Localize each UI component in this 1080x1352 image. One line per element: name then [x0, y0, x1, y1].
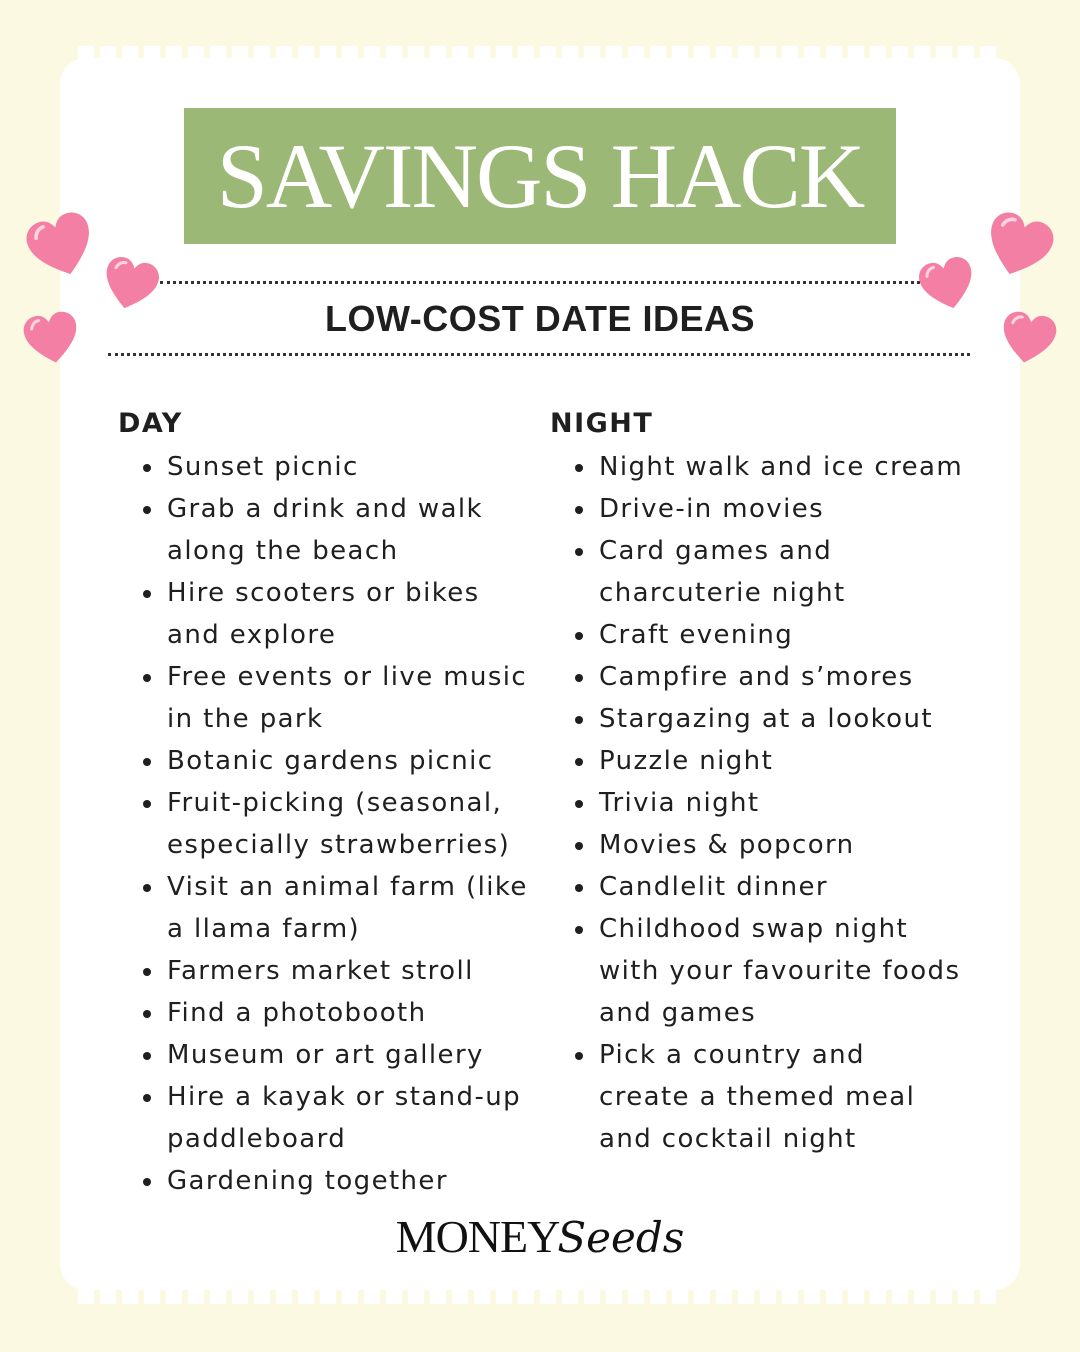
night-idea-line: and cocktail night — [599, 1124, 857, 1154]
bullet-icon — [575, 926, 583, 934]
card-scalloped-edge-bottom — [78, 1290, 1002, 1304]
night-idea-line: Craft evening — [599, 620, 794, 650]
bullet-icon — [575, 758, 583, 766]
night-idea-item — [550, 908, 980, 1034]
day-idea-line: Hire a kayak or stand-up — [167, 1082, 522, 1112]
day-idea-item — [118, 488, 538, 572]
bullet-icon — [143, 506, 151, 514]
day-idea-line: especially strawberries) — [167, 830, 511, 860]
night-ideas-list — [550, 446, 980, 1160]
night-idea-item — [550, 488, 980, 530]
night-idea-item — [550, 614, 980, 656]
night-idea-item — [550, 1034, 980, 1160]
night-idea-item — [550, 782, 980, 824]
day-ideas-list — [118, 446, 538, 1202]
bullet-icon — [143, 464, 151, 472]
day-idea-line: in the park — [167, 704, 324, 734]
day-idea-line: Sunset picnic — [167, 452, 359, 482]
night-idea-item — [550, 530, 980, 614]
day-idea-line: Botanic gardens picnic — [167, 746, 494, 776]
night-idea-line: Pick a country and — [599, 1040, 865, 1070]
night-idea-line: Trivia night — [599, 788, 760, 818]
bullet-icon — [575, 884, 583, 892]
night-idea-item — [550, 698, 980, 740]
night-idea-line: charcuterie night — [599, 578, 846, 608]
bullet-icon — [143, 590, 151, 598]
heart-icon — [22, 310, 82, 370]
night-idea-line: Night walk and ice cream — [599, 452, 964, 482]
night-idea-line: and games — [599, 998, 757, 1028]
heart-icon — [26, 212, 98, 284]
bullet-icon — [143, 968, 151, 976]
day-idea-line: Hire scooters or bikes — [167, 578, 480, 608]
night-idea-item — [550, 656, 980, 698]
night-idea-item — [550, 824, 980, 866]
bullet-icon — [143, 884, 151, 892]
day-idea-line: paddleboard — [167, 1124, 347, 1154]
page-title: SAVINGS HACK — [216, 125, 864, 227]
day-idea-item — [118, 740, 538, 782]
day-idea-item — [118, 656, 538, 740]
bullet-icon — [143, 758, 151, 766]
bullet-icon — [575, 716, 583, 724]
bullet-icon — [575, 506, 583, 514]
night-idea-line: create a themed meal — [599, 1082, 916, 1112]
night-idea-line: Stargazing at a lookout — [599, 704, 933, 734]
bullet-icon — [143, 1178, 151, 1186]
bullet-icon — [143, 674, 151, 682]
day-idea-line: along the beach — [167, 536, 399, 566]
night-idea-line: Card games and — [599, 536, 833, 566]
divider-bottom — [108, 353, 970, 356]
night-column — [550, 404, 980, 1160]
day-idea-item — [118, 866, 538, 950]
bullet-icon — [143, 1010, 151, 1018]
bullet-icon — [575, 842, 583, 850]
night-idea-line: with your favourite foods — [599, 956, 961, 986]
logo-word-seeds: Seeds — [557, 1213, 685, 1262]
day-idea-line: Museum or art gallery — [167, 1040, 484, 1070]
day-column — [118, 404, 538, 1202]
day-idea-line: and explore — [167, 620, 337, 650]
night-heading: NIGHT — [550, 408, 654, 439]
bullet-icon — [575, 674, 583, 682]
day-idea-item — [118, 782, 538, 866]
bullet-icon — [575, 1052, 583, 1060]
day-idea-item — [118, 446, 538, 488]
bullet-icon — [575, 800, 583, 808]
day-idea-line: Visit an animal farm (like — [167, 872, 528, 902]
title-banner — [184, 108, 896, 244]
day-idea-line: Grab a drink and walk — [167, 494, 484, 524]
day-idea-line: Find a photobooth — [167, 998, 427, 1028]
night-idea-line: Campfire and s’mores — [599, 662, 914, 692]
page-subtitle: LOW-COST DATE IDEAS — [324, 298, 756, 339]
night-idea-line: Movies & popcorn — [599, 830, 855, 860]
day-idea-line: Farmers market stroll — [167, 956, 474, 986]
divider-top — [160, 281, 920, 284]
logo-word-money: MONEY — [395, 1211, 560, 1262]
day-idea-line: Free events or live music — [167, 662, 528, 692]
bullet-icon — [575, 632, 583, 640]
bullet-icon — [575, 464, 583, 472]
night-idea-line: Childhood swap night — [599, 914, 909, 944]
day-idea-line: a llama farm) — [167, 914, 361, 944]
day-idea-line: Gardening together — [167, 1166, 448, 1196]
heart-icon — [100, 256, 160, 316]
night-idea-line: Drive-in movies — [599, 494, 825, 524]
day-heading: DAY — [118, 408, 183, 439]
bullet-icon — [143, 1094, 151, 1102]
heart-icon — [918, 256, 978, 316]
day-idea-item — [118, 992, 538, 1034]
day-idea-item — [118, 950, 538, 992]
night-idea-item — [550, 866, 980, 908]
bullet-icon — [143, 1052, 151, 1060]
night-idea-line: Candlelit dinner — [599, 872, 828, 902]
night-idea-line: Puzzle night — [599, 746, 774, 776]
heart-icon — [998, 310, 1058, 370]
day-idea-item — [118, 1034, 538, 1076]
bullet-icon — [143, 800, 151, 808]
heart-icon — [982, 212, 1054, 284]
day-idea-item — [118, 1160, 538, 1202]
day-idea-item — [118, 1076, 538, 1160]
day-idea-item — [118, 572, 538, 656]
money-seeds-logo — [0, 1210, 1080, 1263]
night-idea-item — [550, 446, 980, 488]
night-idea-item — [550, 740, 980, 782]
card-scalloped-edge-top — [78, 46, 1002, 60]
bullet-icon — [575, 548, 583, 556]
day-idea-line: Fruit-picking (seasonal, — [167, 788, 503, 818]
